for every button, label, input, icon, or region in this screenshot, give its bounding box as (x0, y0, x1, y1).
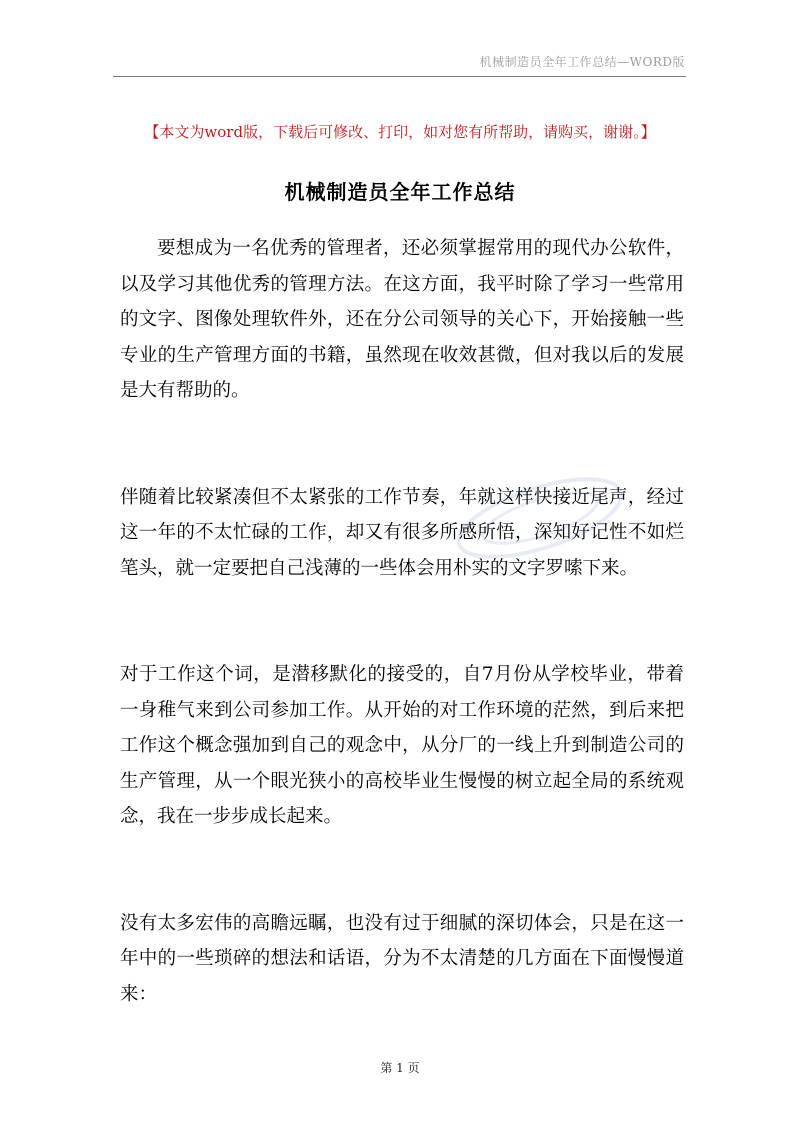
header-divider (113, 76, 686, 77)
document-title: 机械制造员全年工作总结 (284, 180, 516, 204)
paragraph-1: 要想成为一名优秀的管理者，还必须掌握常用的现代办公软件，以及学习其他优秀的管理方法。在这方面，我平时除了学习一些常用的文字、图像处理软件外，还在分公司领导的关心下，开始接触一些专业的生产管理方面的书籍，虽然现在收效甚微，但对我以后的发展是大有帮助的。 (120, 238, 684, 401)
paragraph-2: 伴随着比较紧凑但不太紧张的工作节奏，年就这样快接近尾声，经过这一年的不太忙碌的工作，却又有很多所感所悟，深知好记性不如烂笔头，就一定要把自己浅薄的一些体会用朴实的文字罗嗦下来。 (120, 486, 684, 579)
paragraph-4: 没有太多宏伟的高瞻远瞩，也没有过于细腻的深切体会，只是在这一年中的一些琐碎的想法和话语，分为不太清楚的几方面在下面慢慢道来： (120, 912, 684, 1005)
document-body (120, 231, 684, 1083)
paragraph-3: 对于工作这个词，是潜移默化的接受的，自7月份从学校毕业，带着一身稚气来到公司参加工作。从开始的对工作环境的茫然，到后来把工作这个概念强加到自己的观念中，从分厂的一线上升到制造公司的生产管理，从一个眼光狭小的高校毕业生慢慢的树立起全局的系统观念，我在一步步成长起来。 (120, 664, 684, 827)
download-notice: 【本文为word版，下载后可修改、打印，如对您有所帮助，请购买，谢谢。】 (144, 123, 656, 141)
running-header: 机械制造员全年工作总结—WORD版 (479, 55, 685, 69)
page-number: 第 1 页 (380, 1061, 420, 1075)
